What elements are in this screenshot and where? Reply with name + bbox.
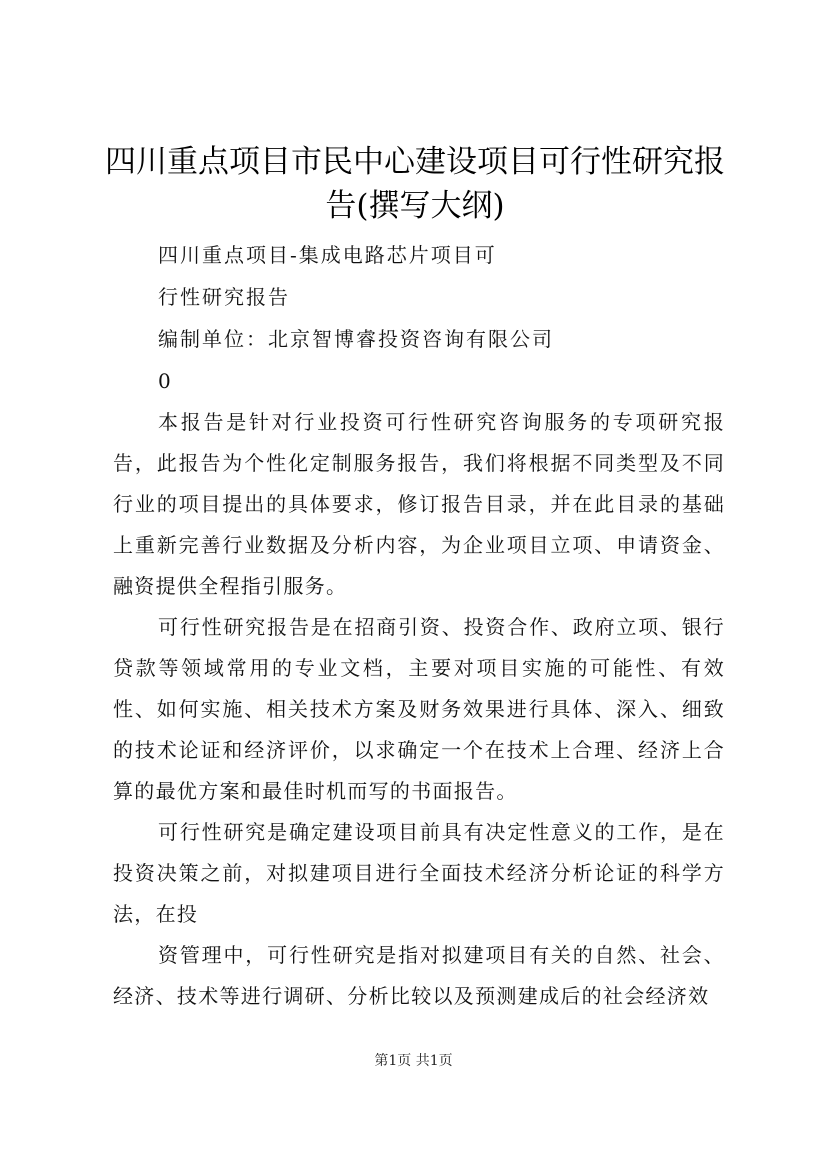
zero-line: 0 (158, 369, 173, 393)
page-footer: 第1页 共1页 (374, 1053, 453, 1069)
subtitle-line-2: 行性研究报告 (158, 285, 290, 309)
paragraph-1: 本报告是针对行业投资可行性研究咨询服务的专项研究报告，此报告为个性化定制服务报告，我们将根据不同类型及不同行业的项目提出的具体要求，修订报告目录，并在此目录的基础上重新完善行业数据及分析内容，为企业项目立项、申请资金、融资提供全程指引服务。 (113, 410, 725, 598)
document-body (113, 234, 725, 1017)
paragraph-3: 可行性研究是确定建设项目前具有决定性意义的工作，是在投资决策之前，对拟建项目进行全面技术经济分析论证的科学方法，在投 (113, 820, 725, 926)
paragraph-4: 资管理中，可行性研究是指对拟建项目有关的自然、社会、经济、技术等进行调研、分析比较以及预测建成后的社会经济效 (113, 943, 725, 1008)
title-line-2: 告(撰写大纲) (325, 188, 505, 224)
title-line-1: 四川重点项目市民中心建设项目可行性研究报 (105, 144, 725, 180)
compiler-line: 编制单位：北京智博睿投资咨询有限公司 (158, 327, 554, 351)
subtitle-line-1: 四川重点项目-集成电路芯片项目可 (158, 243, 497, 267)
document-title (90, 140, 740, 228)
paragraph-2: 可行性研究报告是在招商引资、投资合作、政府立项、银行贷款等领域常用的专业文档，主要对项目实施的可能性、有效性、如何实施、相关技术方案及财务效果进行具体、深入、细致的技术论证和经济评价，以求确定一个在技术上合理、经济上合算的最优方案和最佳时机而写的书面报告。 (113, 615, 725, 803)
